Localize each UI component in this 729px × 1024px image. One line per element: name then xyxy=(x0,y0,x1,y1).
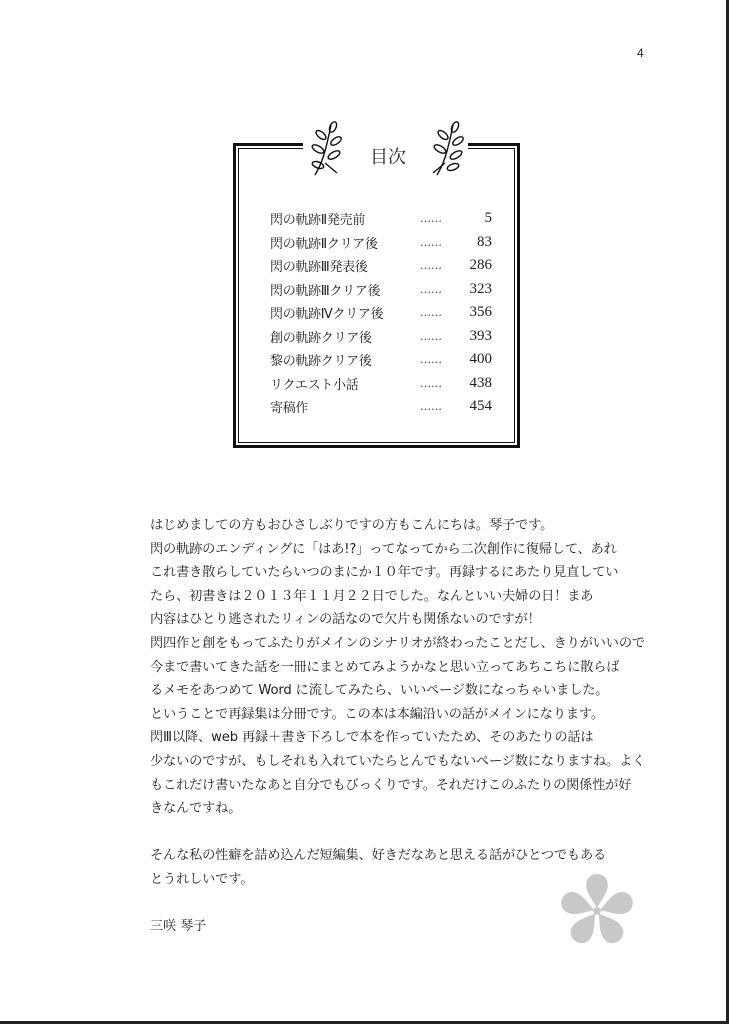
toc-entry-label: 閃の軌跡Ⅳクリア後 xyxy=(270,307,384,323)
body-line: たら、初書きは２０１３年１１月２２日でした。なんといい夫婦の日！まあ xyxy=(150,588,594,604)
body-line: 内容はひとり逃されたリィンの話なので欠片も関係ないのですが！ xyxy=(150,612,541,628)
page-number: 4 xyxy=(637,46,644,60)
toc-entry-leader: …… xyxy=(420,306,442,320)
toc-entry-leader: …… xyxy=(420,400,442,414)
paragraph-gap xyxy=(150,821,630,845)
toc-entry-leader: …… xyxy=(420,212,442,226)
five-petal-flower-icon xyxy=(558,872,636,950)
toc-entry-page: 83 xyxy=(477,233,492,250)
toc-entry-label: 閃の軌跡Ⅲクリア後 xyxy=(270,283,381,299)
toc-entry-leader: …… xyxy=(420,353,442,367)
body-line: 閃の軌跡のエンディングに「はあ!?」ってなってから二次創作に復帰して、あれ xyxy=(150,541,617,557)
toc-entry-label: 閃の軌跡Ⅱ発売前 xyxy=(270,213,365,229)
body-line: ということで再録集は分冊です。この本は本編沿いの話がメインになります。 xyxy=(150,706,604,722)
toc-entry-label: 閃の軌跡Ⅱクリア後 xyxy=(270,236,378,252)
closing-line: そんな私の性癖を詰め込んだ短編集、好きだなあと思える話がひとつでもある xyxy=(150,848,607,864)
body-line: 今まで書いてきた話を一冊にまとめてみようかなと思い立ってあちこちに散らば xyxy=(150,659,620,675)
toc-entry-label: 黎の軌跡クリア後 xyxy=(270,354,372,370)
toc-entry-leader: …… xyxy=(420,259,442,273)
toc-entry-page: 286 xyxy=(469,257,492,274)
toc-entry-label: 閃の軌跡Ⅲ発表後 xyxy=(270,260,368,276)
laurel-sprig-icon xyxy=(309,121,345,179)
toc-entry[interactable] xyxy=(270,301,500,325)
toc-entry[interactable] xyxy=(270,254,500,278)
toc-entry[interactable] xyxy=(270,231,500,255)
laurel-sprig-icon xyxy=(429,121,465,179)
toc-entry[interactable] xyxy=(270,372,500,396)
body-line: 閃四作と創をもってふたりがメインのシナリオが終わったことだし、きりがいいので xyxy=(150,635,645,651)
toc-entry-page: 438 xyxy=(469,374,492,391)
toc-entry[interactable] xyxy=(270,395,500,419)
toc-entry[interactable] xyxy=(270,348,500,372)
toc-entry-page: 400 xyxy=(469,351,492,368)
toc-entry-leader: …… xyxy=(420,329,442,343)
body-line: るメモをあつめて Word に流してみたら、いいページ数になっちゃいました。 xyxy=(150,683,609,699)
table-of-contents xyxy=(233,143,520,448)
body-line: もこれだけ書いたなあと自分でもびっくりです。それだけこのふたりの関係性が好 xyxy=(150,777,632,793)
toc-entry-page: 454 xyxy=(469,398,492,415)
toc-entry[interactable] xyxy=(270,207,500,231)
closing-line: とうれしいです。 xyxy=(150,871,254,887)
body-line: 閃Ⅲ以降、web 再録＋書き下ろしで本を作っていたため、そのあたりの話は xyxy=(150,730,594,746)
author-signature: 三咲 琴子 xyxy=(150,919,207,935)
toc-entry-label: リクエスト小話 xyxy=(270,377,359,393)
toc-entry[interactable] xyxy=(270,278,500,302)
body-line: これ書き散らしていたらいつのまにか１０年です。再録するにあたり見直してい xyxy=(150,565,619,581)
toc-entry-label: 寄稿作 xyxy=(270,401,309,417)
toc-entry[interactable] xyxy=(270,325,500,349)
body-line: 少ないのですが、もしそれも入れていたらとんでもないページ数になりますね。よく xyxy=(150,753,646,769)
toc-entry-page: 5 xyxy=(484,210,492,227)
toc-title: 目次 xyxy=(370,147,406,168)
toc-list xyxy=(270,207,500,419)
toc-entry-leader: …… xyxy=(420,376,442,390)
toc-entry-leader: …… xyxy=(420,282,442,296)
toc-entry-page: 393 xyxy=(469,327,492,344)
body-line: きなんですね。 xyxy=(150,801,242,817)
toc-entry-label: 創の軌跡クリア後 xyxy=(270,330,372,346)
toc-entry-page: 356 xyxy=(469,304,492,321)
toc-entry-page: 323 xyxy=(469,280,492,297)
body-line: はじめましての方もおひさしぶりですの方もこんにちは。琴子です。 xyxy=(150,518,554,533)
toc-entry-leader: …… xyxy=(420,235,442,249)
